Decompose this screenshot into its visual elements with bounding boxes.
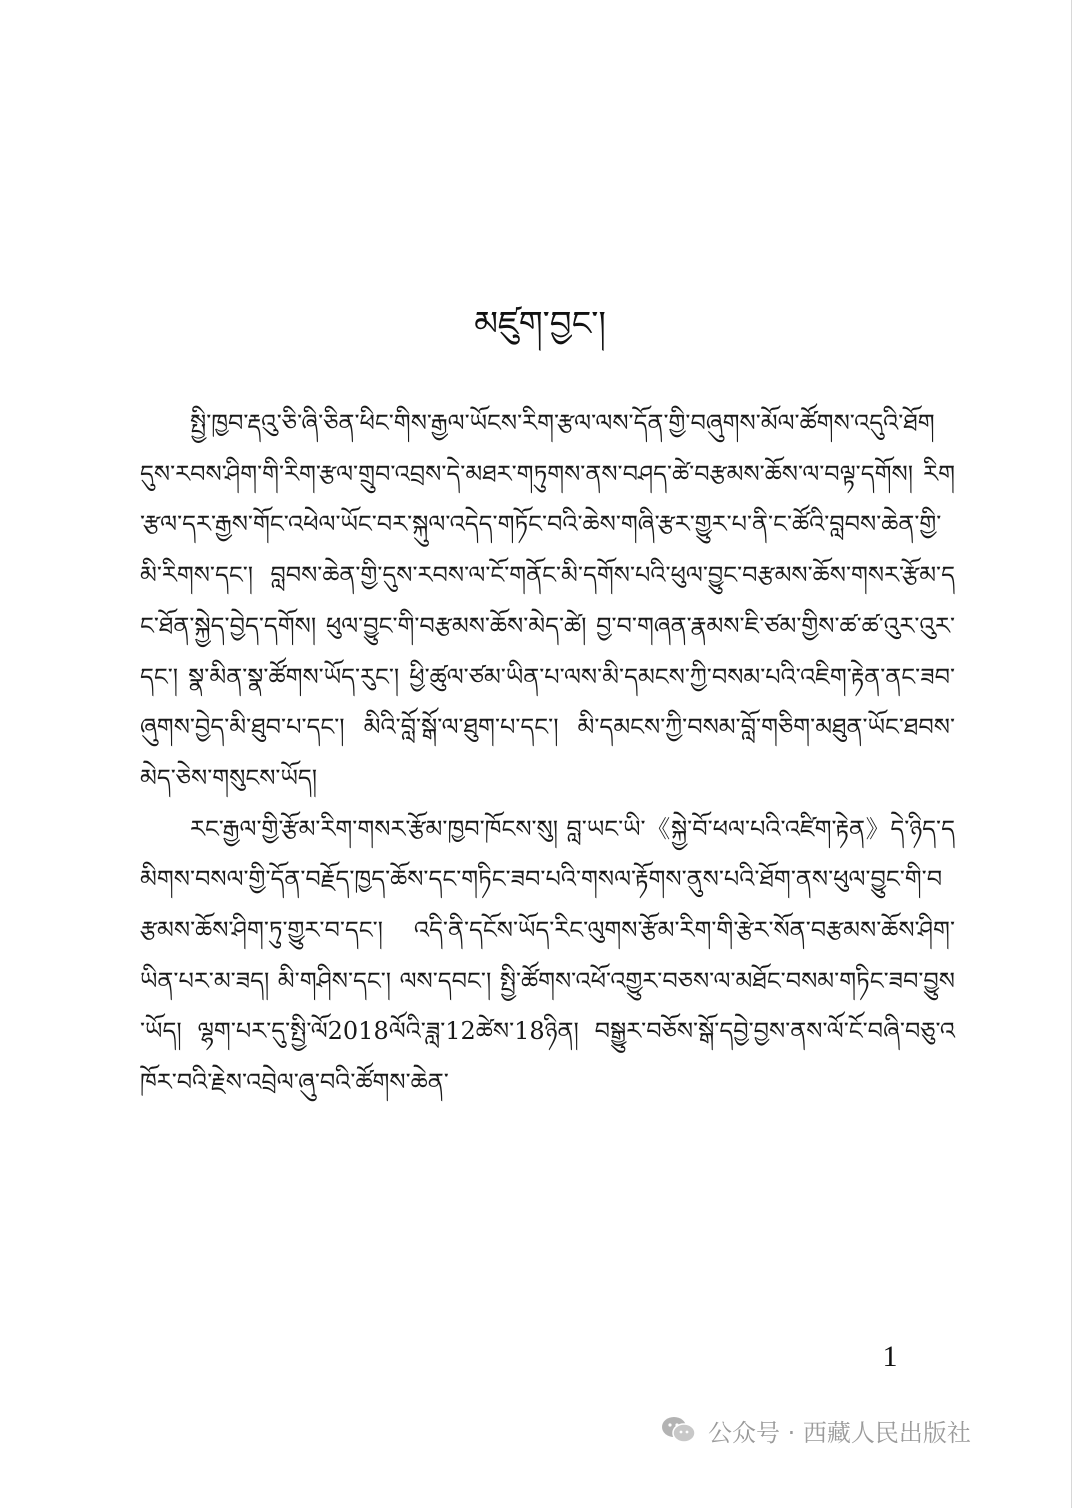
watermark-text: 公众号 · 西藏人民出版社 (708, 1418, 971, 1447)
page-edge-divider (1071, 0, 1072, 1508)
body-text (140, 398, 955, 1108)
wechat-icon (660, 1415, 698, 1445)
watermark (660, 1410, 971, 1450)
paragraph-1: སྤྱི་ཁྱབ་རྡའུ་ཅི་ཞི་ཅིན་ཕིང་གིས་རྒྱལ་ཡོངས་རིག་རྩལ་ལས་དོན་གྱི་བཞུགས་མོལ་ཚོགས་འདུའི་ཐོག དུས་རབས་ཤིག་གི་རིག་རྩལ་གྲུབ་འབྲས་དེ་མཐར་གཏུགས་ནས་བཤད་ཚེ་བརྩམས་ཆོས་ལ་བལྟ་དགོས། རིག་རྩལ་དར་རྒྱས་གོང་འཕེལ་ཡོང་བར་སྐུལ་འདེད་གཏོང་བའི་ཆེས་གཞི་རྩར་གྱུར་པ་ནི་ང་ཚོའི་བླབས་ཆེན་གྱི་མི་རིགས་དང་། བླབས་ཆེན་གྱི་དུས་རབས་ལ་ངོ་གནོང་མི་དགོས་པའི་ཕུལ་བྱུང་བརྩམས་ཆོས་གསར་རྩོམ་དང་ཐོན་སྐྱེད་བྱེད་དགོས། ཕུལ་བྱུང་གི་བརྩམས་ཆོས་མེད་ཚེ། བྱ་བ་གཞན་རྣམས་ཇི་ཙམ་གྱིས་ཚ་ཚ་འུར་འུར་དང་། སྣ་མིན་སྣ་ཚོགས་ཡོད་རུང་། ཕྱི་ཚུལ་ཙམ་ཡིན་པ་ལས་མི་དམངས་ཀྱི་བསམ་པའི་འཇིག་རྟེན་ནང་ཟབ་ཞུགས་བྱེད་མི་ཐུབ་པ་དང་། མིའི་བློ་སྒོ་ལ་ཐུག་པ་དང་། མི་དམངས་ཀྱི་བསམ་བློ་གཅིག་མཐུན་ཡོང་ཐབས་མེད་ཅེས་གསུངས་ཡོད། (140, 409, 955, 792)
page-title: མཛུག་བྱང་། (474, 304, 606, 344)
paragraph-2: རང་རྒྱལ་གྱི་རྩོམ་རིག་གསར་རྩོམ་ཁྱབ་ཁོངས་སུ། བླ་ཡང་ཡི་《སྐྱེ་བོ་ཕལ་པའི་འཛིག་རྟེན》དེ་ཉིད་དམིགས་བསལ་གྱི་དོན་བརྗོད་ཁྱད་ཆོས་དང་གཏིང་ཟབ་པའི་གསལ་རྟོགས་ནུས་པའི་ཐོག་ནས་ཕུལ་བྱུང་གི་བརྩམས་ཆོས་ཤིག་ཏུ་གྱུར་བ་དང་། འདི་ནི་དངོས་ཡོད་རིང་ལུགས་རྩོམ་རིག་གི་རྩེར་སོན་བརྩམས་ཆོས་ཤིག་ཡིན་པར་མ་ཟད། མི་གཤིས་དང་། ལས་དབང་། སྤྱི་ཚོགས་འཕོ་འགྱུར་བཅས་ལ་མཐོང་བསམ་གཏིང་ཟབ་བྱུས་ཡོད། ལྷག་པར་དུ་སྤྱི་ལོ2018ལོའི་ཟླ་12ཚེས་18ཉིན། བསྒྱུར་བཅོས་སྒོ་དབྱེ་བྱས་ནས་ལོ་ངོ་བཞི་བཅུ་འཁོར་བའི་རྗེས་འབྲེལ་ཞུ་བའི་ཚོགས་ཆེན་ (140, 814, 955, 1097)
page-number: 1 (882, 1340, 898, 1373)
